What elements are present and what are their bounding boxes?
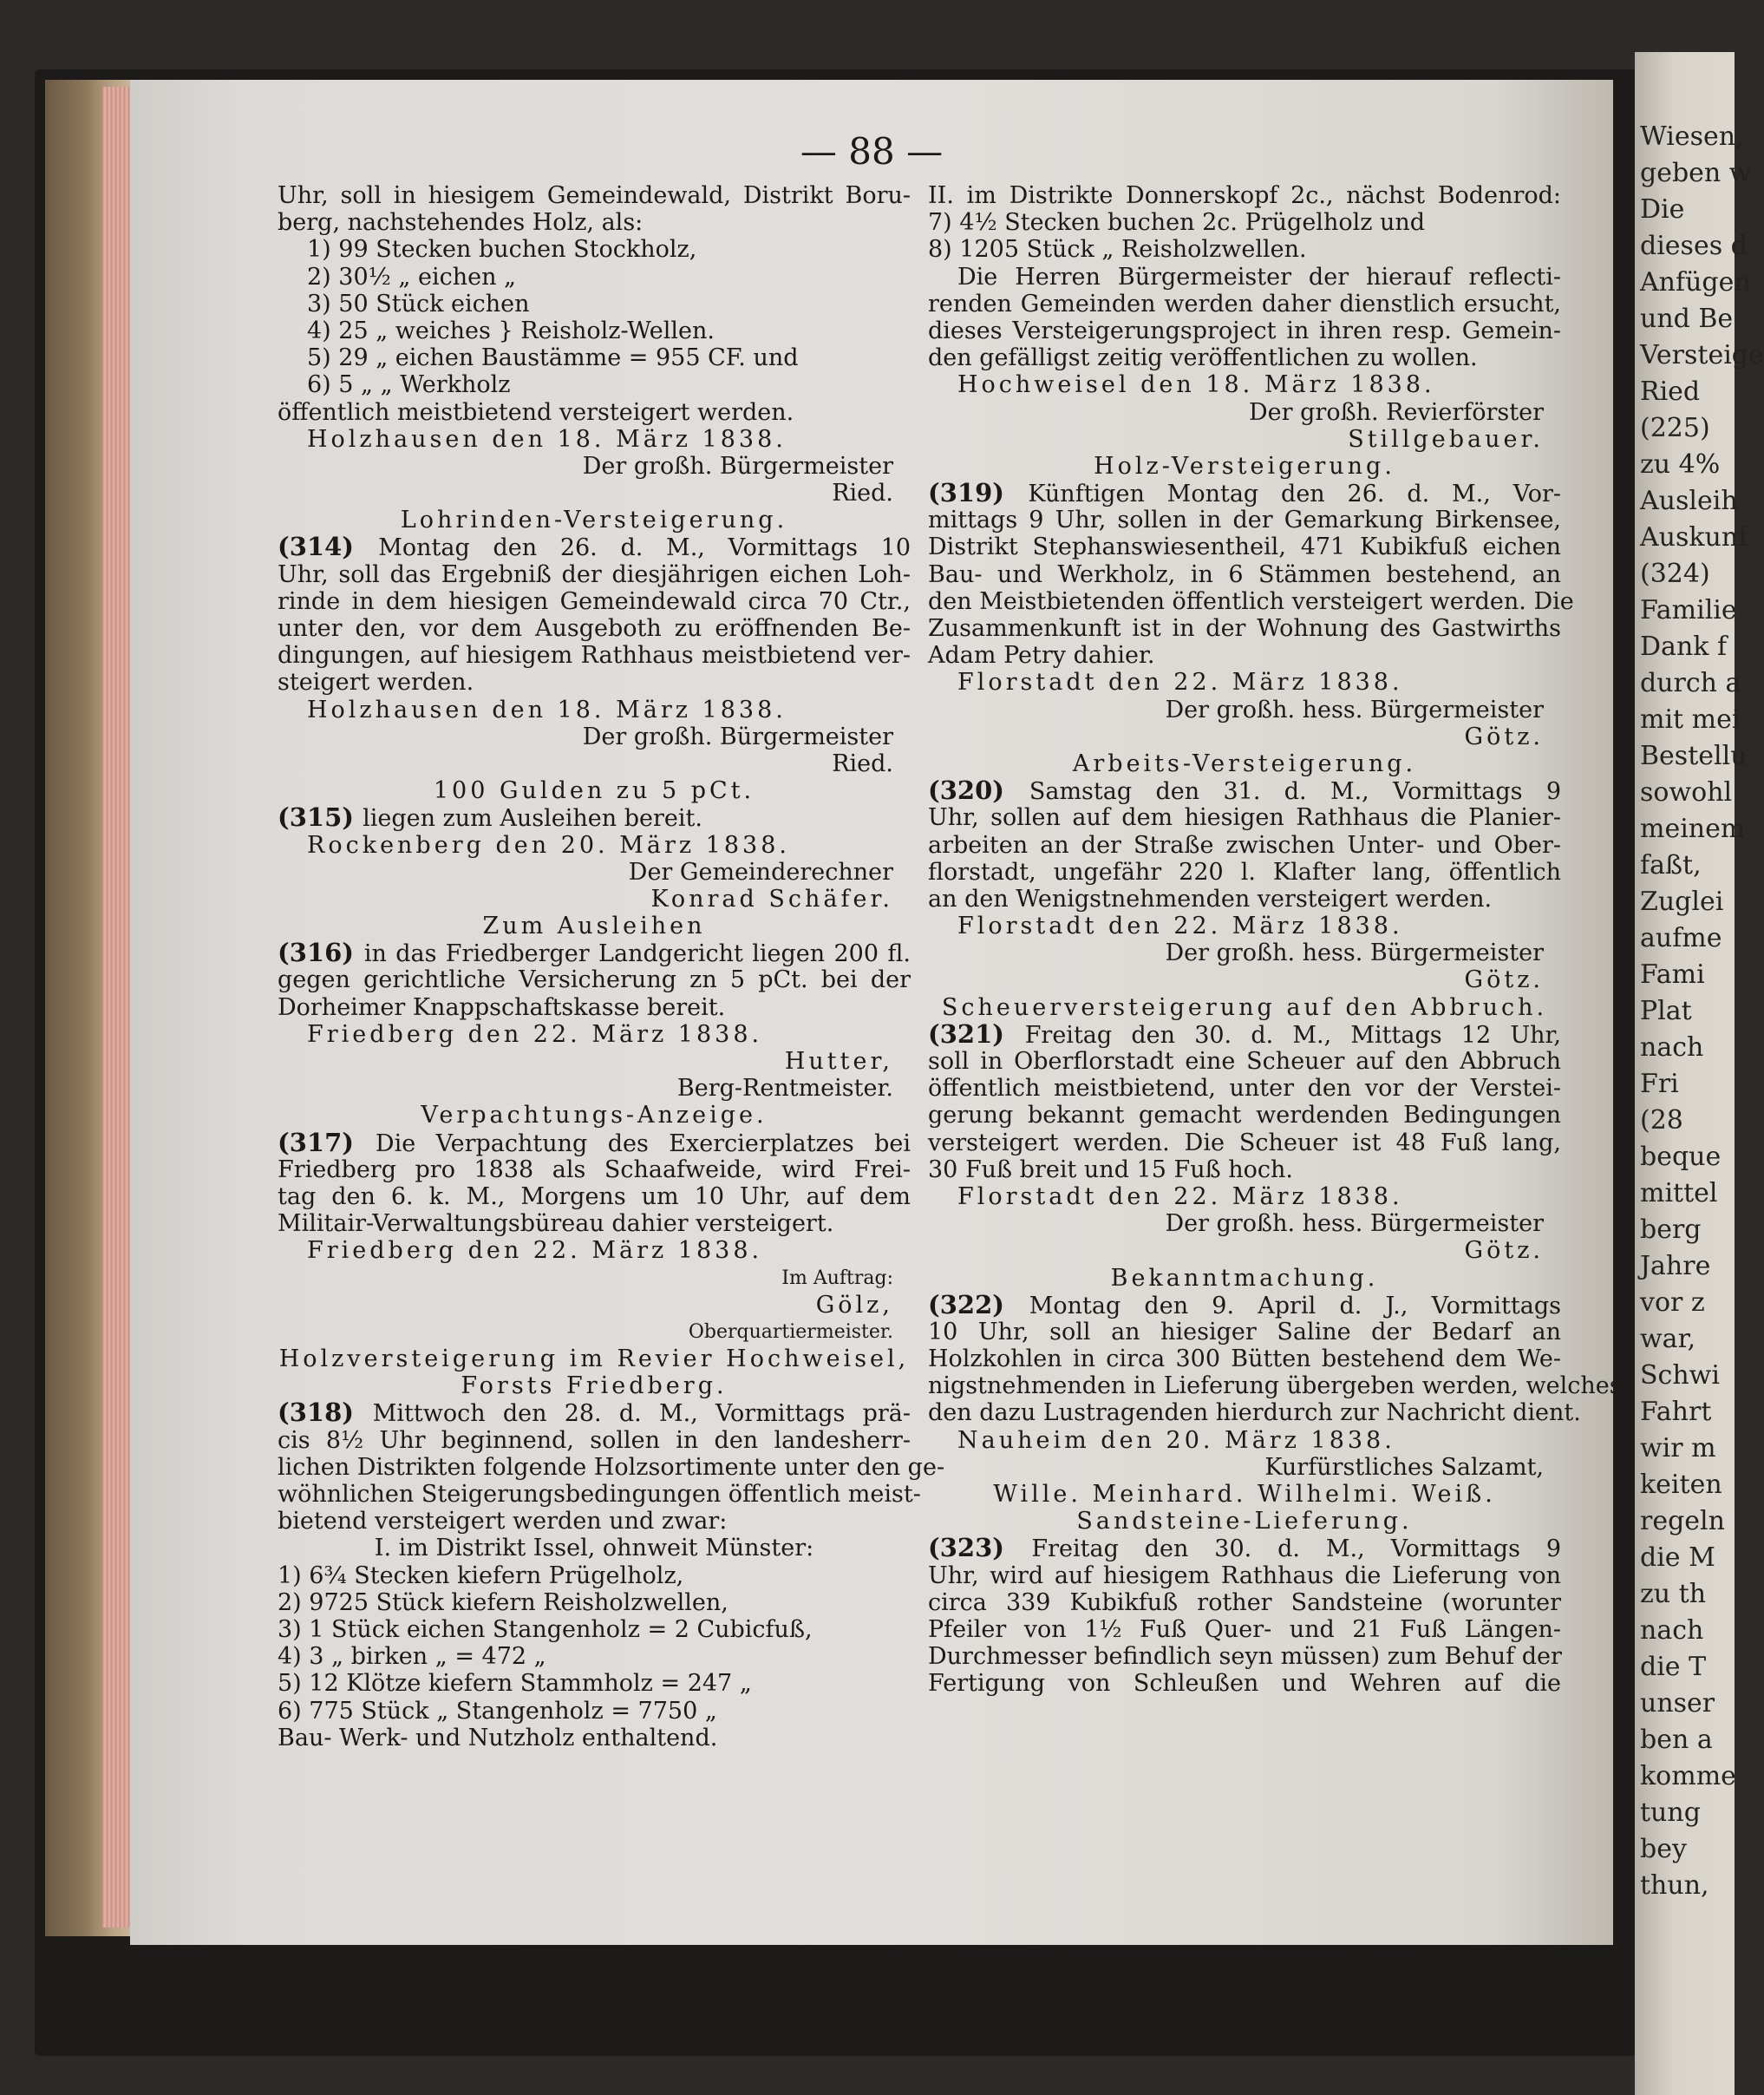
facing-page-text: Schwi xyxy=(1640,1360,1720,1391)
facing-page-text: mit mei xyxy=(1640,704,1741,735)
line-text: Der großh. hess. Bürgermeister xyxy=(1165,939,1544,967)
line-text: Stillgebauer. xyxy=(1348,425,1544,453)
notice-number: (322) xyxy=(928,1289,1029,1319)
facing-page-text: dieses d xyxy=(1640,231,1748,261)
text-line xyxy=(278,832,911,859)
notice-number: (316) xyxy=(278,938,364,968)
line-text: Sandsteine-Lieferung. xyxy=(1076,1508,1413,1535)
left-column xyxy=(278,182,945,1751)
text-line xyxy=(928,399,1561,426)
text-line xyxy=(278,1183,911,1210)
text-line xyxy=(928,886,1561,913)
text-line xyxy=(278,1156,911,1183)
line-text: I. im Distrikt Issel, ohnweit Münster: xyxy=(374,1535,814,1562)
line-text: 4) 3 „ birken „ = 472 „ xyxy=(278,1643,546,1671)
text-line xyxy=(928,966,1561,993)
text-line xyxy=(928,1399,1581,1427)
text-line xyxy=(278,1292,911,1319)
text-line xyxy=(928,1102,1561,1129)
line-text: Kurfürstliches Salzamt, xyxy=(1264,1453,1544,1481)
notice-number: (320) xyxy=(928,776,1029,806)
line-text: Holzkohlen in circa 300 Bütten bestehend dem We- xyxy=(928,1345,1561,1373)
text-line xyxy=(278,182,911,209)
notice-number: (314) xyxy=(278,532,379,562)
line-text: cis 8½ Uhr beginnend, sollen in den landesherr- xyxy=(278,1426,911,1454)
line-text: Holzhausen den 18. März 1838. xyxy=(307,425,787,453)
text-line xyxy=(278,453,911,480)
line-text: Im Auftrag: xyxy=(781,1267,893,1289)
text-line xyxy=(928,1129,1561,1156)
text-line xyxy=(928,264,1561,291)
line-text: Hutter, xyxy=(784,1048,893,1075)
text-line xyxy=(278,426,911,453)
text-line xyxy=(928,1643,1561,1670)
line-text: berg, nachstehendes Holz, als: xyxy=(278,209,644,237)
line-text: Forsts Friedberg. xyxy=(461,1372,728,1400)
line-text: Dorheimer Knappschaftskasse bereit. xyxy=(278,993,726,1021)
line-text: Konrad Schäfer. xyxy=(650,885,893,913)
facing-page-text: vor z xyxy=(1640,1287,1705,1318)
text-line xyxy=(278,480,911,507)
text-line xyxy=(928,615,1561,642)
text-line xyxy=(928,1508,1561,1535)
line-text: 2) 9725 Stück kiefern Reisholzwellen, xyxy=(278,1588,728,1616)
text-line xyxy=(928,669,1561,696)
line-text: Militair-Verwaltungsbüreau dahier versteigert. xyxy=(278,1210,834,1238)
text-line xyxy=(928,1562,1561,1589)
line-text: Der großh. Revierförster xyxy=(1249,398,1544,426)
line-text: Der Gemeinderechner xyxy=(628,858,893,886)
text-line xyxy=(928,1454,1561,1481)
text-line xyxy=(928,1237,1561,1264)
facing-page-text: Zuglei xyxy=(1640,887,1724,917)
line-text: 30 Fuß breit und 15 Fuß hoch. xyxy=(928,1156,1293,1183)
line-text: renden Gemeinden werden daher dienstlich ersucht, xyxy=(928,290,1561,318)
text-line xyxy=(278,1102,911,1129)
line-text: Freitag den 30. d. M., Vormittags 9 xyxy=(1031,1535,1561,1563)
text-line xyxy=(928,777,1561,804)
facing-page-text: Anfügen xyxy=(1640,267,1751,298)
line-text: Scheuerversteigerung auf den Abbruch. xyxy=(941,993,1548,1021)
line-text: 6) 775 Stück „ Stangenholz = 7750 „ xyxy=(278,1697,717,1725)
text-line xyxy=(928,318,1561,344)
text-line xyxy=(928,534,1561,560)
line-text: Lohrinden-Versteigerung. xyxy=(400,507,788,534)
facing-page-text: Wiesen, xyxy=(1640,121,1744,152)
line-text: gerung bekannt gemacht werdenden Bedingungen xyxy=(928,1102,1561,1129)
line-text: 5) 29 „ eichen Baustämme = 955 CF. und xyxy=(307,344,799,372)
text-line xyxy=(278,994,911,1021)
facing-page-text: berg xyxy=(1640,1214,1702,1245)
line-text: Arbeits-Versteigerung. xyxy=(1072,750,1417,777)
facing-page-text: (225) xyxy=(1640,413,1710,443)
line-text: Rockenberg den 20. März 1838. xyxy=(307,831,790,859)
text-line xyxy=(928,1210,1561,1237)
line-text: an den Wenigstnehmenden versteigert werden. xyxy=(928,885,1493,913)
text-line xyxy=(928,1481,1561,1508)
line-text: Der großh. hess. Bürgermeister xyxy=(1165,696,1544,723)
line-text: Pfeiler von 1½ Fuß Quer- und 21 Fuß Längen- xyxy=(928,1615,1561,1643)
line-text: Montag den 26. d. M., Vormittags 10 xyxy=(378,534,911,562)
facing-page-text: regeln xyxy=(1640,1506,1725,1536)
text-line xyxy=(278,1129,911,1156)
facing-page-fragment xyxy=(1635,52,1764,2095)
facing-page-text: keiten xyxy=(1640,1470,1722,1500)
line-text: 2) 30½ „ eichen „ xyxy=(307,263,517,291)
text-line xyxy=(278,534,911,560)
text-line xyxy=(928,1535,1561,1561)
text-line xyxy=(278,1265,911,1292)
line-text: 3) 1 Stück eichen Stangenholz = 2 Cubicfuß, xyxy=(278,1615,813,1643)
text-line xyxy=(928,480,1561,507)
text-line xyxy=(928,1048,1561,1075)
facing-page-text: wir m xyxy=(1640,1433,1716,1463)
line-text: Bau- und Werkholz, in 6 Stämmen bestehend, an xyxy=(928,560,1561,588)
line-text: 100 Gulden zu 5 pCt. xyxy=(433,777,755,805)
text-line xyxy=(278,588,911,615)
line-text: dieses Versteigerungsproject in ihren resp. Gemein- xyxy=(928,317,1561,344)
line-text: Florstadt den 22. März 1838. xyxy=(957,1182,1403,1210)
text-line xyxy=(278,913,911,939)
text-line xyxy=(928,1345,1561,1372)
text-line xyxy=(278,697,911,723)
text-line xyxy=(278,1345,911,1372)
facing-page-text: (28 xyxy=(1640,1105,1683,1136)
line-text: wöhnlichen Steigerungsbedingungen öffentlich meist- xyxy=(278,1481,921,1508)
line-text: den Meistbietenden öffentlich versteigert werden. Die xyxy=(928,587,1574,615)
text-line xyxy=(278,1589,911,1616)
line-text: Adam Petry dahier. xyxy=(928,642,1155,670)
line-text: circa 339 Kubikfuß rother Sandsteine (worunter xyxy=(928,1588,1561,1616)
facing-page-text: Die xyxy=(1640,194,1685,225)
text-line xyxy=(278,777,911,804)
facing-page-text: Versteige xyxy=(1640,340,1764,370)
line-text: Mittwoch den 28. d. M., Vormittags prä- xyxy=(372,1400,911,1428)
line-text: rinde in dem hiesigen Gemeindewald circa 70 Ctr., xyxy=(278,587,911,615)
facing-page-text: die M xyxy=(1640,1542,1715,1573)
text-line xyxy=(278,1698,911,1725)
text-line xyxy=(278,291,911,318)
line-text: 7) 4½ Stecken buchen 2c. Prügelholz und xyxy=(928,209,1426,237)
text-line xyxy=(278,318,911,344)
line-text: Bekanntmachung. xyxy=(1110,1264,1379,1292)
text-line xyxy=(928,1616,1561,1643)
text-line xyxy=(928,804,1561,831)
line-text: den gefälligst zeitig veröffentlichen zu wollen. xyxy=(928,344,1478,372)
facing-page-text: war, xyxy=(1640,1324,1696,1354)
text-line xyxy=(278,939,911,966)
text-line xyxy=(928,507,1561,534)
line-text: Holz-Versteigerung. xyxy=(1094,452,1395,480)
text-line xyxy=(278,507,911,534)
text-line xyxy=(928,344,1561,371)
text-line xyxy=(278,1481,921,1508)
line-text: Berg-Rentmeister. xyxy=(676,1075,893,1103)
line-text: Gölz, xyxy=(815,1291,893,1319)
line-text: Bau- Werk- und Nutzholz enthaltend. xyxy=(278,1724,718,1751)
line-text: gegen gerichtliche Versicherung zn 5 pCt. bei der xyxy=(278,966,911,994)
facing-page-text: geben w xyxy=(1640,158,1752,188)
facing-page-text: Ausleih xyxy=(1640,486,1738,516)
line-text: Götz. xyxy=(1464,723,1544,750)
text-line xyxy=(278,1535,911,1561)
notice-number: (315) xyxy=(278,802,363,833)
text-line xyxy=(928,832,1561,859)
line-text: Uhr, soll das Ergebniß der diesjährigen eichen Loh- xyxy=(278,560,911,588)
text-line xyxy=(278,561,911,588)
text-line xyxy=(278,615,911,642)
text-line xyxy=(278,1562,911,1589)
text-line xyxy=(928,426,1561,453)
line-text: versteigert werden. Die Scheuer ist 48 Fuß lang, xyxy=(928,1129,1561,1156)
line-text: unter den, vor dem Ausgeboth zu eröffnenden Be- xyxy=(278,615,911,642)
text-line xyxy=(278,966,911,993)
text-line xyxy=(928,1289,1561,1319)
line-text: Uhr, soll in hiesigem Gemeindewald, Distrikt Boru- xyxy=(278,182,911,209)
text-line xyxy=(928,1018,1561,1049)
facing-page-text: Dank f xyxy=(1640,632,1728,662)
facing-page-text: nach xyxy=(1640,1615,1704,1646)
text-line xyxy=(928,697,1561,723)
text-line xyxy=(278,1643,911,1670)
text-line xyxy=(278,1725,911,1751)
facing-page-text: komme xyxy=(1640,1761,1736,1791)
line-text: Freitag den 30. d. M., Mittags 12 Uhr, xyxy=(1024,1021,1561,1049)
line-text: 4) 25 „ weiches } Reisholz-Wellen. xyxy=(307,317,715,344)
text-line xyxy=(278,209,911,236)
notice-number: (321) xyxy=(928,1018,1025,1049)
facing-page-text: thun, xyxy=(1640,1870,1709,1901)
line-text: florstadt, ungefähr 220 l. Klafter lang, öffentlich xyxy=(928,858,1561,886)
facing-page-text: sowohl xyxy=(1640,777,1733,808)
text-line xyxy=(278,1616,911,1643)
line-text: Florstadt den 22. März 1838. xyxy=(957,913,1403,940)
facing-page-text: aufme xyxy=(1640,923,1722,953)
text-line xyxy=(928,182,1561,209)
text-line xyxy=(928,642,1561,669)
text-line xyxy=(278,1210,911,1237)
line-text: dingungen, auf hiesigem Rathhaus meistbietend ver- xyxy=(278,642,911,670)
page-number: — 88 — xyxy=(800,130,944,173)
text-line xyxy=(278,264,911,291)
text-line xyxy=(928,1589,1561,1616)
facing-page-text: meinem xyxy=(1640,814,1746,844)
line-text: liegen zum Ausleihen bereit. xyxy=(363,805,702,833)
text-line xyxy=(278,371,911,398)
line-text: Der großh. hess. Bürgermeister xyxy=(1165,1210,1544,1238)
document-page xyxy=(130,80,1622,1945)
facing-page-text: bey xyxy=(1640,1834,1687,1864)
text-line xyxy=(928,1156,1561,1183)
line-text: soll in Oberflorstadt eine Scheuer auf den Abbruch xyxy=(928,1048,1561,1075)
text-line xyxy=(278,1048,911,1075)
facing-page-text: ben a xyxy=(1640,1725,1713,1755)
text-line xyxy=(278,1508,911,1535)
facing-page-text: nach xyxy=(1640,1032,1704,1063)
facing-page-text: und Be xyxy=(1640,304,1734,334)
notice-number: (323) xyxy=(928,1533,1032,1563)
line-text: Durchmesser befindlich seyn müssen) zum Behuf der xyxy=(928,1643,1562,1671)
line-text: Der großh. Bürgermeister xyxy=(582,452,893,480)
text-line xyxy=(928,371,1561,398)
line-text: Verpachtungs-Anzeige. xyxy=(421,1102,768,1129)
line-text: 8) 1205 Stück „ Reisholzwellen. xyxy=(928,236,1307,264)
text-line xyxy=(928,913,1561,939)
text-line xyxy=(278,859,911,886)
line-text: öffentlich meistbietend, unter den vor der Verstei- xyxy=(928,1075,1561,1103)
facing-page-text: Fri xyxy=(1640,1069,1679,1099)
facing-page-text: Auskunf xyxy=(1640,522,1748,553)
right-column xyxy=(928,182,1622,1698)
line-text: Nauheim den 20. März 1838. xyxy=(957,1426,1395,1454)
text-line xyxy=(928,291,1561,318)
text-line xyxy=(278,1372,911,1399)
line-text: arbeiten an der Straße zwischen Unter- und Ober- xyxy=(928,831,1561,859)
facing-page-text: (324) xyxy=(1640,559,1710,589)
line-text: Götz. xyxy=(1464,966,1544,994)
text-line xyxy=(278,344,911,371)
line-text: Holzhausen den 18. März 1838. xyxy=(307,696,787,723)
line-text: Samstag den 31. d. M., Vormittags 9 xyxy=(1029,778,1561,806)
text-line xyxy=(928,587,1574,615)
line-text: Montag den 9. April d. J., Vormittags xyxy=(1029,1292,1561,1319)
text-line xyxy=(278,886,911,913)
line-text: Florstadt den 22. März 1838. xyxy=(957,669,1403,697)
text-line xyxy=(278,804,911,831)
line-text: 6) 5 „ „ Werkholz xyxy=(307,371,511,399)
line-text: bietend versteigert werden und zwar: xyxy=(278,1508,728,1535)
text-line xyxy=(928,859,1561,886)
line-text: Fertigung von Schleußen und Wehren auf die xyxy=(928,1670,1561,1698)
facing-page-text: tung xyxy=(1640,1797,1701,1828)
text-line xyxy=(928,939,1561,966)
text-line xyxy=(278,399,911,426)
text-line xyxy=(278,1075,911,1102)
line-text: Ried. xyxy=(832,480,893,507)
line-text: steigert werden. xyxy=(278,669,474,697)
text-line xyxy=(278,1670,911,1697)
text-line xyxy=(928,209,1561,236)
facing-page-text: faßt, xyxy=(1640,850,1702,881)
line-text: Wille. Meinhard. Wilhelmi. Weiß. xyxy=(993,1481,1496,1508)
line-text: den dazu Lustragenden hierdurch zur Nachricht dient. xyxy=(928,1399,1581,1427)
text-line xyxy=(928,1183,1561,1210)
line-text: Die Herren Bürgermeister der hierauf reflecti- xyxy=(957,263,1561,291)
facing-page-text: Ried xyxy=(1640,376,1701,407)
line-text: 10 Uhr, soll an hiesiger Saline der Bedarf an xyxy=(928,1318,1561,1345)
text-line xyxy=(278,723,911,750)
text-line xyxy=(928,1372,1622,1400)
text-line xyxy=(278,669,911,696)
facing-page-text: durch a xyxy=(1640,668,1741,698)
text-line xyxy=(928,750,1561,777)
line-text: Zum Ausleihen xyxy=(482,913,706,940)
line-text: Friedberg den 22. März 1838. xyxy=(307,1237,763,1265)
facing-page-text: Familie xyxy=(1640,595,1737,625)
text-line xyxy=(928,1670,1561,1697)
facing-page-text: Plat xyxy=(1640,996,1692,1026)
text-line xyxy=(278,750,911,777)
line-text: Uhr, wird auf hiesigem Rathhaus die Lieferung von xyxy=(928,1561,1561,1589)
text-line xyxy=(278,1021,911,1048)
facing-page-text: zu th xyxy=(1640,1579,1707,1609)
line-text: II. im Distrikte Donnerskopf 2c., nächst Bodenrod: xyxy=(928,182,1561,209)
facing-page-text: Fami xyxy=(1640,959,1705,990)
text-line xyxy=(928,561,1561,588)
line-text: öffentlich meistbietend versteigert werden. xyxy=(278,398,794,426)
line-text: tag den 6. k. M., Morgens um 10 Uhr, auf dem xyxy=(278,1182,911,1210)
text-line xyxy=(928,1319,1561,1345)
line-text: 3) 50 Stück eichen xyxy=(307,290,530,318)
text-line xyxy=(278,236,911,263)
line-text: 5) 12 Klötze kiefern Stammholz = 247 „ xyxy=(278,1670,752,1698)
text-line xyxy=(928,1075,1561,1102)
text-line xyxy=(928,236,1561,263)
line-text: nigstnehmenden in Lieferung übergeben werden, welches xyxy=(928,1372,1622,1400)
line-text: Götz. xyxy=(1464,1237,1544,1265)
text-line xyxy=(278,1453,945,1481)
line-text: Friedberg den 22. März 1838. xyxy=(307,1020,763,1048)
facing-page-text: Jahre xyxy=(1640,1251,1711,1281)
facing-page-text: mittel xyxy=(1640,1178,1718,1208)
notice-number: (317) xyxy=(278,1127,376,1157)
line-text: mittags 9 Uhr, sollen in der Gemarkung Birkensee, xyxy=(928,507,1561,534)
line-text: Zusammenkunft ist in der Wohnung des Gastwirths xyxy=(928,615,1561,642)
facing-page-text: Fahrt xyxy=(1640,1397,1712,1427)
line-text: in das Friedberger Landgericht liegen 200 fl. xyxy=(363,940,911,968)
facing-page-text: zu 4% xyxy=(1640,449,1721,480)
line-text: lichen Distrikten folgende Holzsortimente unter den ge- xyxy=(278,1453,945,1481)
text-line xyxy=(928,1265,1561,1292)
facing-page-text: beque xyxy=(1640,1142,1722,1172)
text-line xyxy=(278,1399,911,1426)
text-line xyxy=(928,723,1561,750)
line-text: Distrikt Stephanswiesentheil, 471 Kubikfuß eichen xyxy=(928,534,1561,561)
line-text: Künftigen Montag den 26. d. M., Vor- xyxy=(1028,481,1561,508)
text-line xyxy=(278,1319,911,1345)
text-line xyxy=(928,1427,1561,1454)
text-line xyxy=(928,453,1561,480)
line-text: Ried. xyxy=(832,750,893,777)
line-text: Friedberg pro 1838 als Schaafweide, wird Frei- xyxy=(278,1156,911,1183)
line-text: Hochweisel den 18. März 1838. xyxy=(957,371,1435,399)
facing-page-text: die T xyxy=(1640,1652,1707,1682)
line-text: Der großh. Bürgermeister xyxy=(582,723,893,750)
notice-number: (318) xyxy=(278,1398,373,1428)
line-text: 1) 6¾ Stecken kiefern Prügelholz, xyxy=(278,1561,684,1589)
facing-page-text: unser xyxy=(1640,1688,1715,1719)
text-line xyxy=(278,1427,911,1454)
line-text: Die Verpachtung des Exercierplatzes bei xyxy=(375,1129,911,1157)
line-text: Holzversteigerung im Revier Hochweisel, xyxy=(278,1345,910,1373)
line-text: Uhr, sollen auf dem hiesigen Rathhaus die Planier- xyxy=(928,804,1561,832)
facing-page-text: Bestellu xyxy=(1640,741,1748,771)
line-text: Oberquartiermeister. xyxy=(688,1320,893,1343)
text-line xyxy=(928,994,1561,1021)
line-text: 1) 99 Stecken buchen Stockholz, xyxy=(307,236,697,264)
text-line xyxy=(278,1237,911,1264)
text-line xyxy=(278,642,911,669)
notice-number: (319) xyxy=(928,478,1029,508)
